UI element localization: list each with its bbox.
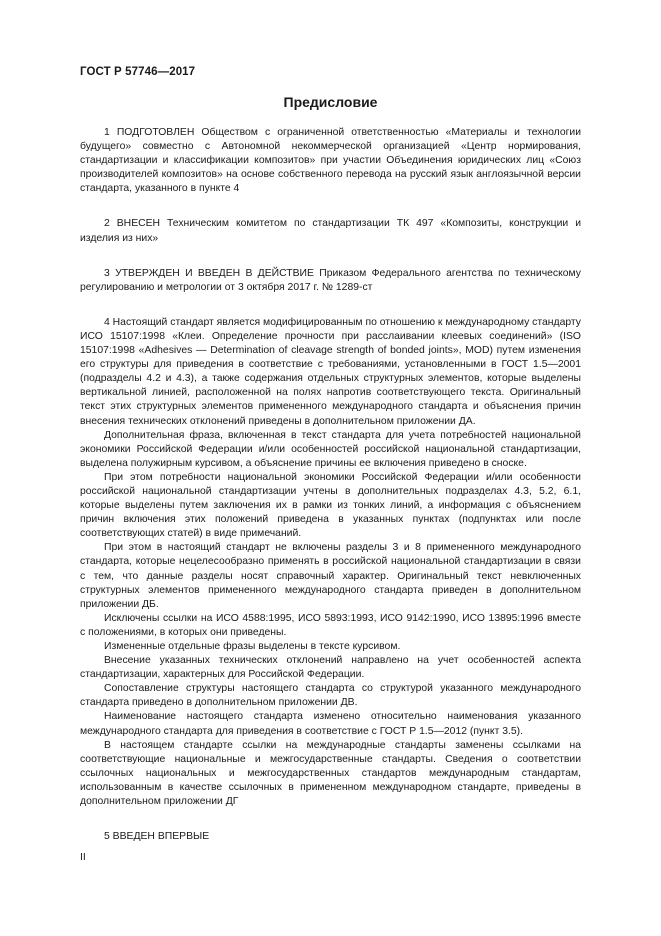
paragraph-item-1: 1 ПОДГОТОВЛЕН Обществом с ограниченной ответственностью «Материалы и технологии будущего» совместно с Автономной некоммерческой организацией «Центр нормирования, стандартизации и классификации композитов» при участии Объединения юридических лиц «Союз производителей композитов» на основе собственного перевода на русский язык англоязычной версии стандарта, указанного в пункте 4 [80, 127, 581, 195]
paragraph-additional-phrase: Дополнительная фраза, включенная в текст стандарта для учета потребностей национальной экономики Российской Федерации и/или особенностей российской национальной стандартизации, выделена полужирным курсивом, а объяснение причины ее включения приведено в сноске. [80, 429, 581, 469]
paragraph-excluded-sections: При этом в настоящий стандарт не включены разделы 3 и 8 примененного международного стандарта, которые нецелесообразно применять в российской национальной стандартизации в связи с тем, что данные разделы носят справочный характер. Оригинальный текст невключенных структурных элементов примененного международного стандарта приведен в дополнительном приложении ДБ. [80, 542, 581, 610]
paragraph-title-change: Наименование настоящего стандарта изменено относительно наименования указанного международного стандарта для приведения в соответствие с ГОСТ Р 1.5—2012 (пункт 3.5). [80, 711, 581, 737]
paragraph-item-5: 5 ВВЕДЕН ВПЕРВЫЕ [104, 831, 210, 843]
paragraph-item-3: 3 УТВЕРЖДЕН И ВВЕДЕН В ДЕЙСТВИЕ Приказом Федерального агентства по техническому регулированию и метрологии от 3 октября 2017 г. № 1289-ст [80, 267, 581, 293]
standard-id-header: ГОСТ Р 57746—2017 [80, 66, 196, 78]
paragraph-deviations: Внесение указанных технических отклонений направлено на учет особенностей аспекта стандартизации, характерных для Российской Федерации. [80, 655, 581, 681]
paragraph-italic-phrases: Измененные отдельные фразы выделены в тексте курсивом. [104, 641, 401, 652]
paragraph-national-needs: При этом потребности национальной экономики Российской Федерации и/или особенности российской национальной стандартизации учтены в дополнительных подразделах 4.3, 5.2, 6.1, которые выделены путем заключения их в рамки из тонких линий, а информация с объяснением причин включения этих положений приведена в указанных пунктах (подпунктах или после соответствующих статей) в виде примечаний. [80, 471, 581, 540]
page-number: II [80, 851, 86, 863]
paragraph-references-replaced: В настоящем стандарте ссылки на международные стандарты заменены ссылками на соответствующие национальные и межгосударственные стандарты. Сведения о соответствии ссылочных национальных и межгосударственных стандартов международным стандартам, использованным в качестве ссылочных в примененном международном стандарте, приведены в дополнительном приложении ДГ [80, 739, 581, 808]
paragraph-item-4: 4 Настоящий стандарт является модифицированным по отношению к международному стандарту ИСО 15107:1998 «Клеи. Определение прочности при расслаивании клеевых соединений» (ISO 15107:1998 «Adhesives — Determination of cleavage strength of bonded joints», MOD) путем изменения его структуры для приведения в соответствие с требованиями, установленными в ГОСТ 1.5—2001 (подразделы 4.2 и 4.3), а также содержания отдельных структурных элементов, которые выделены вертикальной линией, расположенной на полях напротив соответствующего текста. Оригинальный текст этих структурных элементов примененного международного стандарта и объяснения причин внесения технических отклонений приведены в дополнительном приложении ДА. [80, 316, 581, 427]
page-title: Предисловие [283, 94, 378, 110]
paragraph-structure-comparison: Сопоставление структуры настоящего стандарта со структурой указанного международного стандарта приведено в дополнительном приложении ДВ. [80, 683, 581, 709]
paragraph-item-2: 2 ВНЕСЕН Техническим комитетом по стандартизации ТК 497 «Композиты, конструкции и изделия из них» [80, 218, 581, 244]
paragraph-excluded-references: Исключены ссылки на ИСО 4588:1995, ИСО 5893:1993, ИСО 9142:1990, ИСО 13895:1996 вместе с положениями, в которых они приведены. [80, 612, 581, 638]
foreword-body [80, 126, 581, 844]
